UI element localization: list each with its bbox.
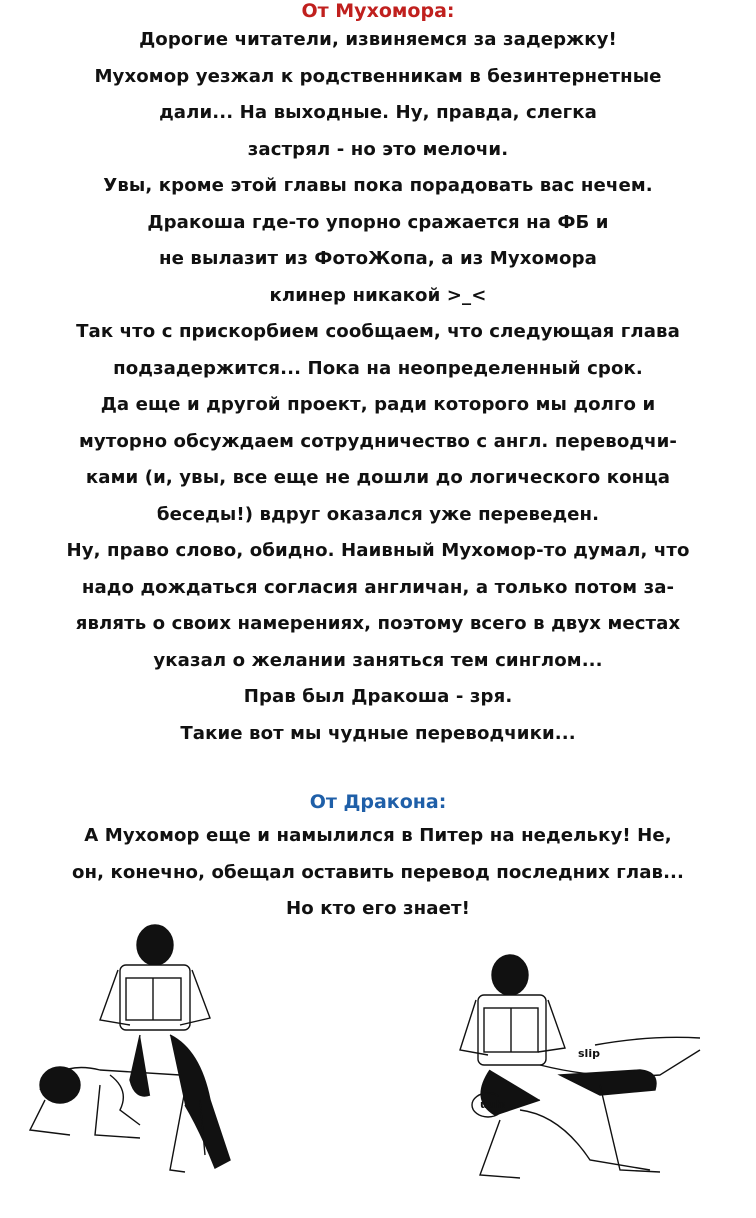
section2-heading: От Дракона: [309, 791, 447, 813]
text-line: Прав был Дракоша - зря. [243, 686, 513, 707]
text-line: застрял - но это мелочи. [247, 138, 509, 160]
right-scene [460, 955, 700, 1178]
text-line: Дракоша где-то упорно сражается на ФБ и [147, 211, 609, 233]
text-line: Да еще и другой проект, ради которого мы долго и [100, 394, 656, 415]
illustration-svg [0, 900, 756, 1214]
sfx-slip: slip [578, 1047, 600, 1060]
text-line: Дорогие читатели, извиняемся за задержку! [139, 29, 617, 50]
text-line: являть о своих намерениях, поэтому всего в двух местах [75, 613, 681, 634]
text-line: муторно обсуждаем сотрудничество с англ. переводчи- [78, 430, 678, 452]
text-line: не вылазит из ФотоЖопа, а из Мухомора [159, 248, 597, 269]
text-line: указал о желании заняться тем синглом... [153, 649, 603, 671]
text-line: Увы, кроме этой главы пока порадовать вас нечем. [103, 175, 653, 196]
comic-illustration [0, 900, 756, 1214]
text-line: А Мухомор еще и намылился в Питер на недельку! Не, [84, 825, 672, 846]
text-line: он, конечно, обещал оставить перевод последних глав... [71, 861, 685, 883]
text-line: надо дождаться согласия англичан, а только потом за- [81, 576, 675, 598]
sfx-uuh: uuh [480, 1098, 504, 1111]
text-line: Так что с прискорбием сообщаем, что следующая глава [76, 321, 680, 342]
text-line: клинер никакой >_< [269, 284, 487, 306]
text-line: Такие вот мы чудные переводчики... [180, 722, 576, 744]
text-line: Но кто его знает! [286, 898, 470, 919]
text-line: ками (и, увы, все еще не дошли до логического конца [85, 467, 671, 488]
text-line: дали... На выходные. Ну, правда, слегка [159, 102, 597, 123]
text-line: подзадержится... Пока на неопределенный срок. [113, 357, 643, 379]
text-line: беседы!) вдруг оказался уже переведен. [156, 503, 600, 525]
text-line: Ну, право слово, обидно. Наивный Мухомор-то думал, что [66, 540, 690, 561]
section1-body [0, 22, 756, 752]
text-line: Мухомор уезжал к родственникам в безинтернетные [94, 65, 662, 87]
left-scene [30, 925, 230, 1172]
section1-heading: От Мухомора: [301, 0, 455, 22]
